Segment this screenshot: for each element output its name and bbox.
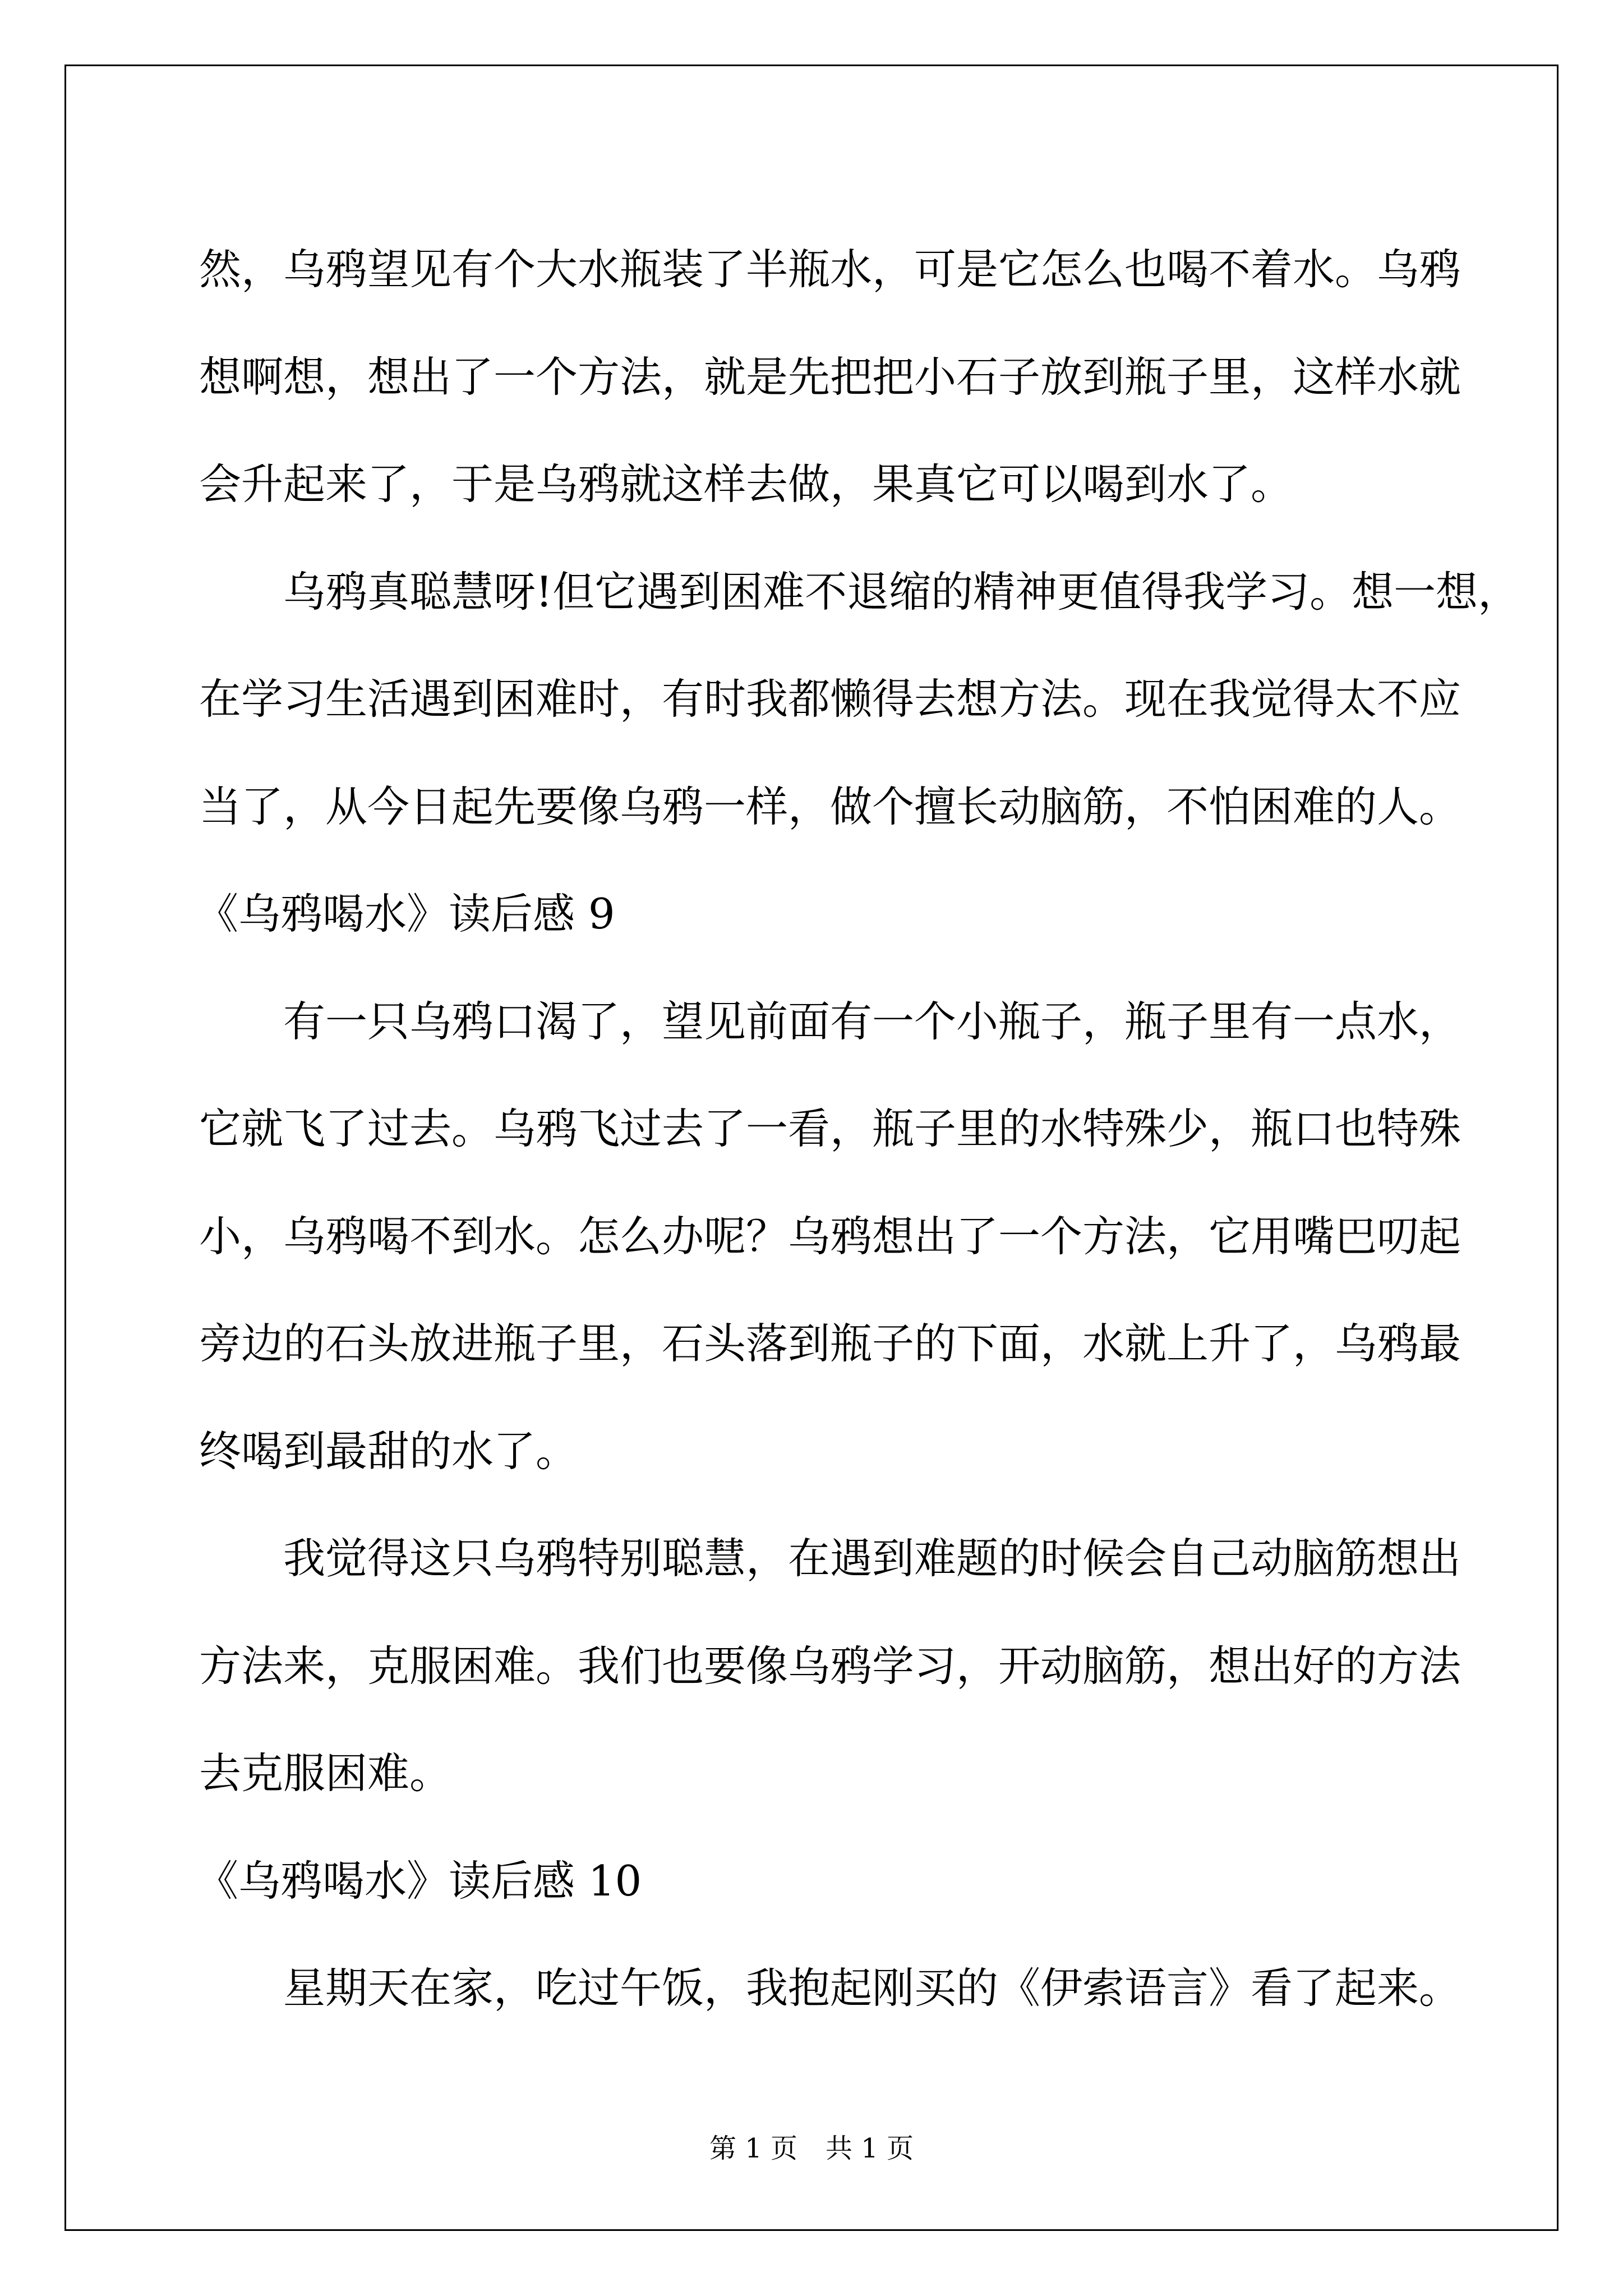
paragraph-start-line: 星期天在家，吃过午饭，我抱起刚买的《伊索语言》看了起来。 xyxy=(283,1963,1461,2013)
text-line: 然，乌鸦望见有个大水瓶装了半瓶水，可是它怎么也喝不着水。乌鸦 xyxy=(199,245,1461,294)
text-line: 它就飞了过去。乌鸦飞过去了一看，瓶子里的水特殊少，瓶口也特殊 xyxy=(199,1104,1461,1153)
section-heading: 《乌鸦喝水》读后感 9 xyxy=(196,889,615,938)
text-line: 终喝到最甜的水了。 xyxy=(199,1426,578,1476)
text-line: 会升起来了，于是乌鸦就这样去做，果真它可以喝到水了。 xyxy=(199,459,1293,509)
text-line: 在学习生活遇到困难时，有时我都懒得去想方法。现在我觉得太不应 xyxy=(199,674,1461,724)
document-body xyxy=(196,216,1520,2042)
text-line: 去克服困难。 xyxy=(199,1749,452,1798)
page-total: 共 1 页 xyxy=(826,2133,914,2164)
text-line: 方法来，克服困难。我们也要像乌鸦学习，开动脑筋，想出好的方法 xyxy=(199,1641,1461,1691)
page-footer xyxy=(0,2132,1623,2165)
text-line: 当了，从今日起先要像乌鸦一样，做个擅长动脑筋，不怕困难的人。 xyxy=(199,781,1461,831)
text-line: 小，乌鸦喝不到水。怎么办呢？乌鸦想出了一个方法，它用嘴巴叨起 xyxy=(199,1211,1461,1261)
paragraph-start-line: 乌鸦真聪慧呀!但它遇到困难不退缩的精神更值得我学习。想一想， xyxy=(283,567,1520,616)
text-line: 旁边的石头放进瓶子里，石头落到瓶子的下面，水就上升了，乌鸦最 xyxy=(199,1319,1461,1368)
page-number: 第 1 页 xyxy=(709,2133,797,2164)
text-line: 想啊想，想出了一个方法，就是先把把小石子放到瓶子里，这样水就 xyxy=(199,352,1461,402)
paragraph-start-line: 有一只乌鸦口渴了，望见前面有一个小瓶子，瓶子里有一点水， xyxy=(283,996,1461,1046)
paragraph-start-line: 我觉得这只乌鸦特别聪慧，在遇到难题的时候会自己动脑筋想出 xyxy=(283,1534,1461,1583)
section-heading: 《乌鸦喝水》读后感 10 xyxy=(196,1856,642,1906)
